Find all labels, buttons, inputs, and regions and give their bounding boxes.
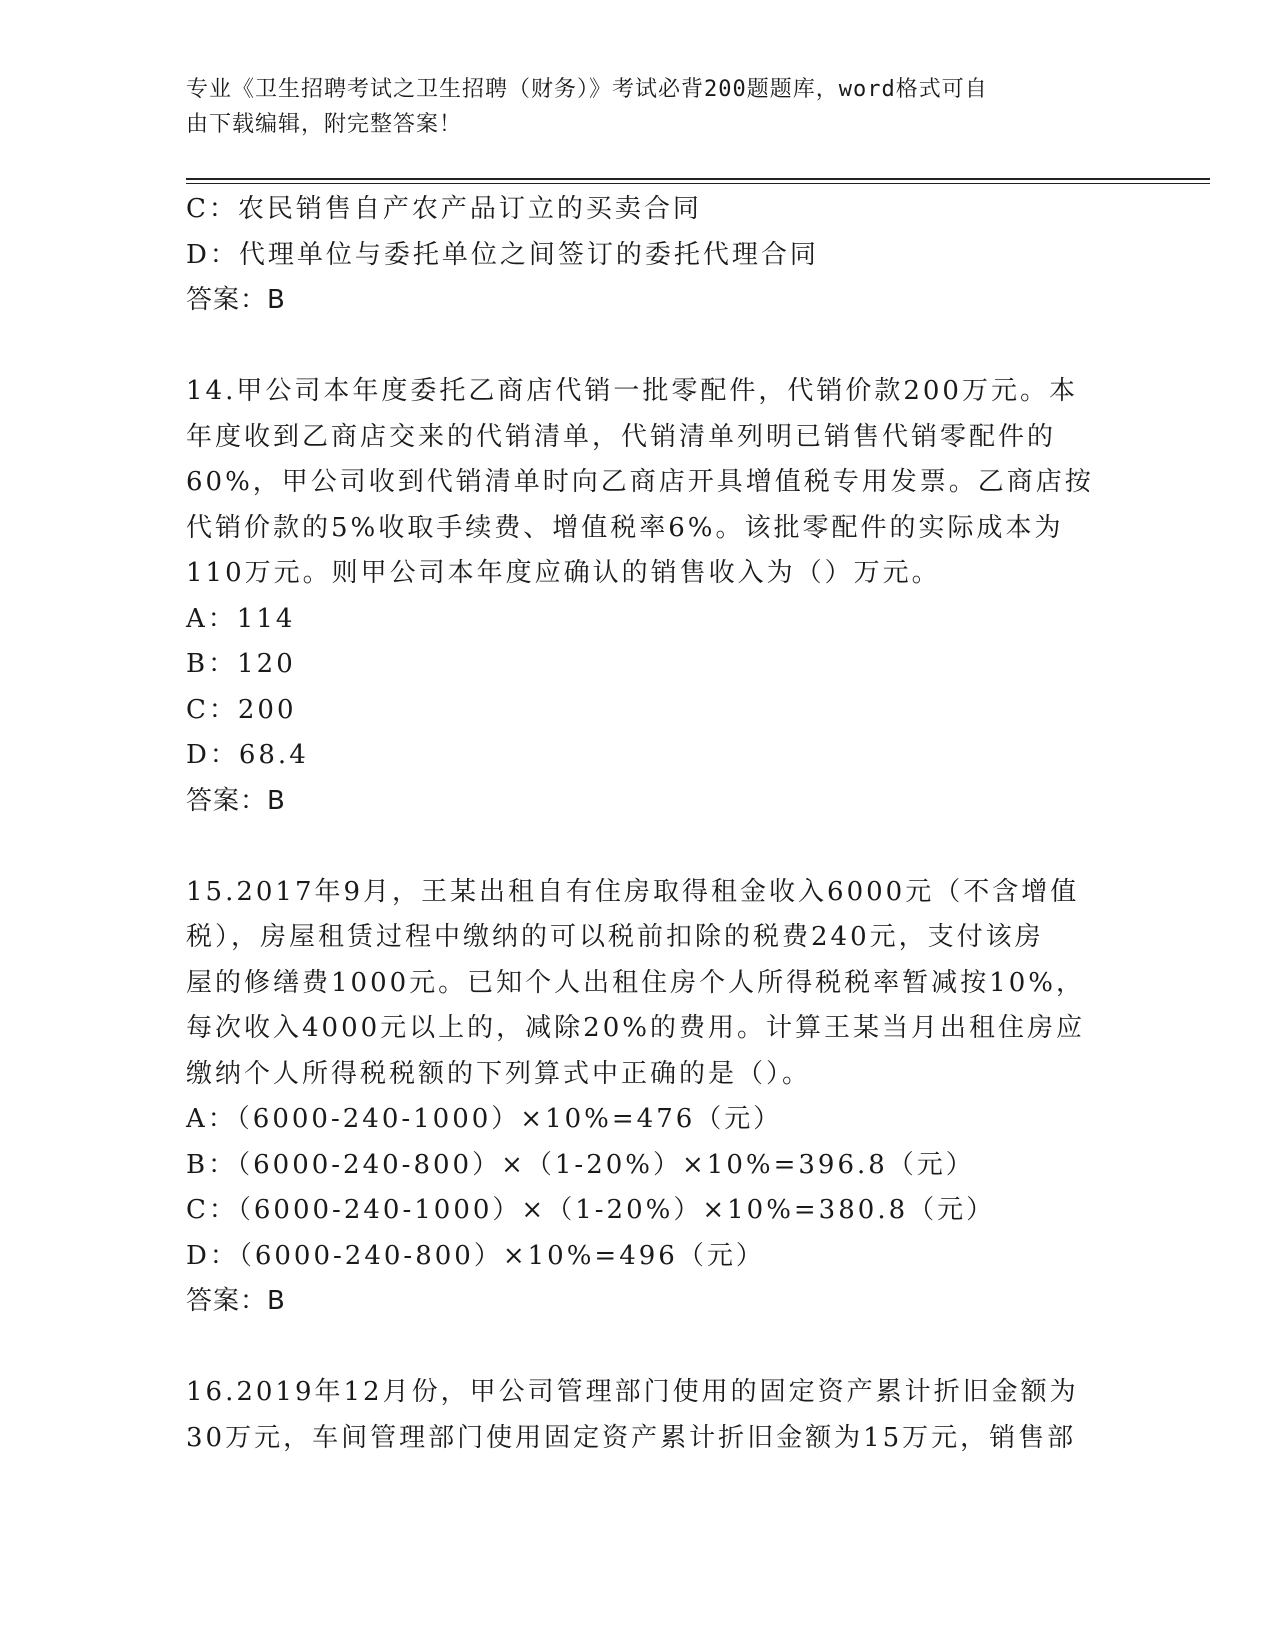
option-line: D：代理单位与委托单位之间签订的委托代理合同 [186, 239, 819, 270]
question-text-line: 税），房屋租赁过程中缴纳的可以税前扣除的税费240元，支付该房 [186, 922, 1044, 952]
question-text-line: 15.2017年9月，王某出租自有住房取得租金收入6000元（不含增值 [186, 876, 1080, 907]
document-body [186, 187, 1094, 1461]
question-text-line: 60%，甲公司收到代销清单时向乙商店开具增值税专用发票。乙商店按 [186, 467, 1094, 497]
option-line: D：（6000-240-800）×10%=496（元） [186, 1240, 765, 1271]
question-text-line: 屋的修缮费1000元。已知个人出租住房个人所得税税率暂减按10%， [186, 967, 1085, 998]
option-line: C：农民销售自产农产品订立的买卖合同 [186, 194, 702, 224]
option-line: B：120 [186, 649, 296, 679]
question-text-line: 16.2019年12月份，甲公司管理部门使用的固定资产累计折旧金额为 [186, 1377, 1079, 1407]
answer-line: 答案：B [186, 785, 286, 816]
option-line: A：114 [186, 603, 296, 634]
question-15 [186, 870, 1086, 1325]
option-line: B：（6000-240-800）×（1-20%）×10%=396.8（元） [186, 1149, 975, 1180]
answer-line: 答案：B [186, 285, 286, 315]
question-text-line: 30万元，车间管理部门使用固定资产累计折旧金额为15万元，销售部 [186, 1422, 1077, 1453]
header-divider-thin [186, 183, 1210, 184]
option-line: A：（6000-240-1000）×10%=476（元） [186, 1104, 783, 1134]
option-line: C：200 [186, 694, 297, 725]
header-line-2: 由下载编辑，附完整答案！ [186, 112, 463, 137]
option-line: C：（6000-240-1000）×（1-20%）×10%=380.8（元） [186, 1195, 996, 1225]
question-text-line: 代销价款的5%收取手续费、增值税率6%。该批零配件的实际成本为 [186, 512, 1064, 543]
question-text-line: 每次收入4000元以上的，减除20%的费用。计算王某当月出租住房应 [186, 1013, 1085, 1043]
question-text-line: 年度收到乙商店交来的代销清单，代销清单列明已销售代销零配件的 [186, 421, 1057, 452]
question-text-line: 110万元。则甲公司本年度应确认的销售收入为（）万元。 [186, 558, 941, 588]
header-divider [186, 178, 1210, 180]
header-line-1: 专业《卫生招聘考试之卫生招聘（财务）》考试必背200题题库，word格式可自 [186, 77, 988, 102]
question-text-line: 缴纳个人所得税税额的下列算式中正确的是（）。 [186, 1058, 812, 1089]
answer-line: 答案：B [186, 1286, 286, 1316]
question-16 [186, 1370, 1086, 1461]
question-14 [186, 369, 1094, 824]
question-text-line: 14.甲公司本年度委托乙商店代销一批零配件，代销价款200万元。本 [186, 376, 1078, 406]
option-line: D：68.4 [186, 740, 309, 770]
document-header [186, 72, 1066, 142]
